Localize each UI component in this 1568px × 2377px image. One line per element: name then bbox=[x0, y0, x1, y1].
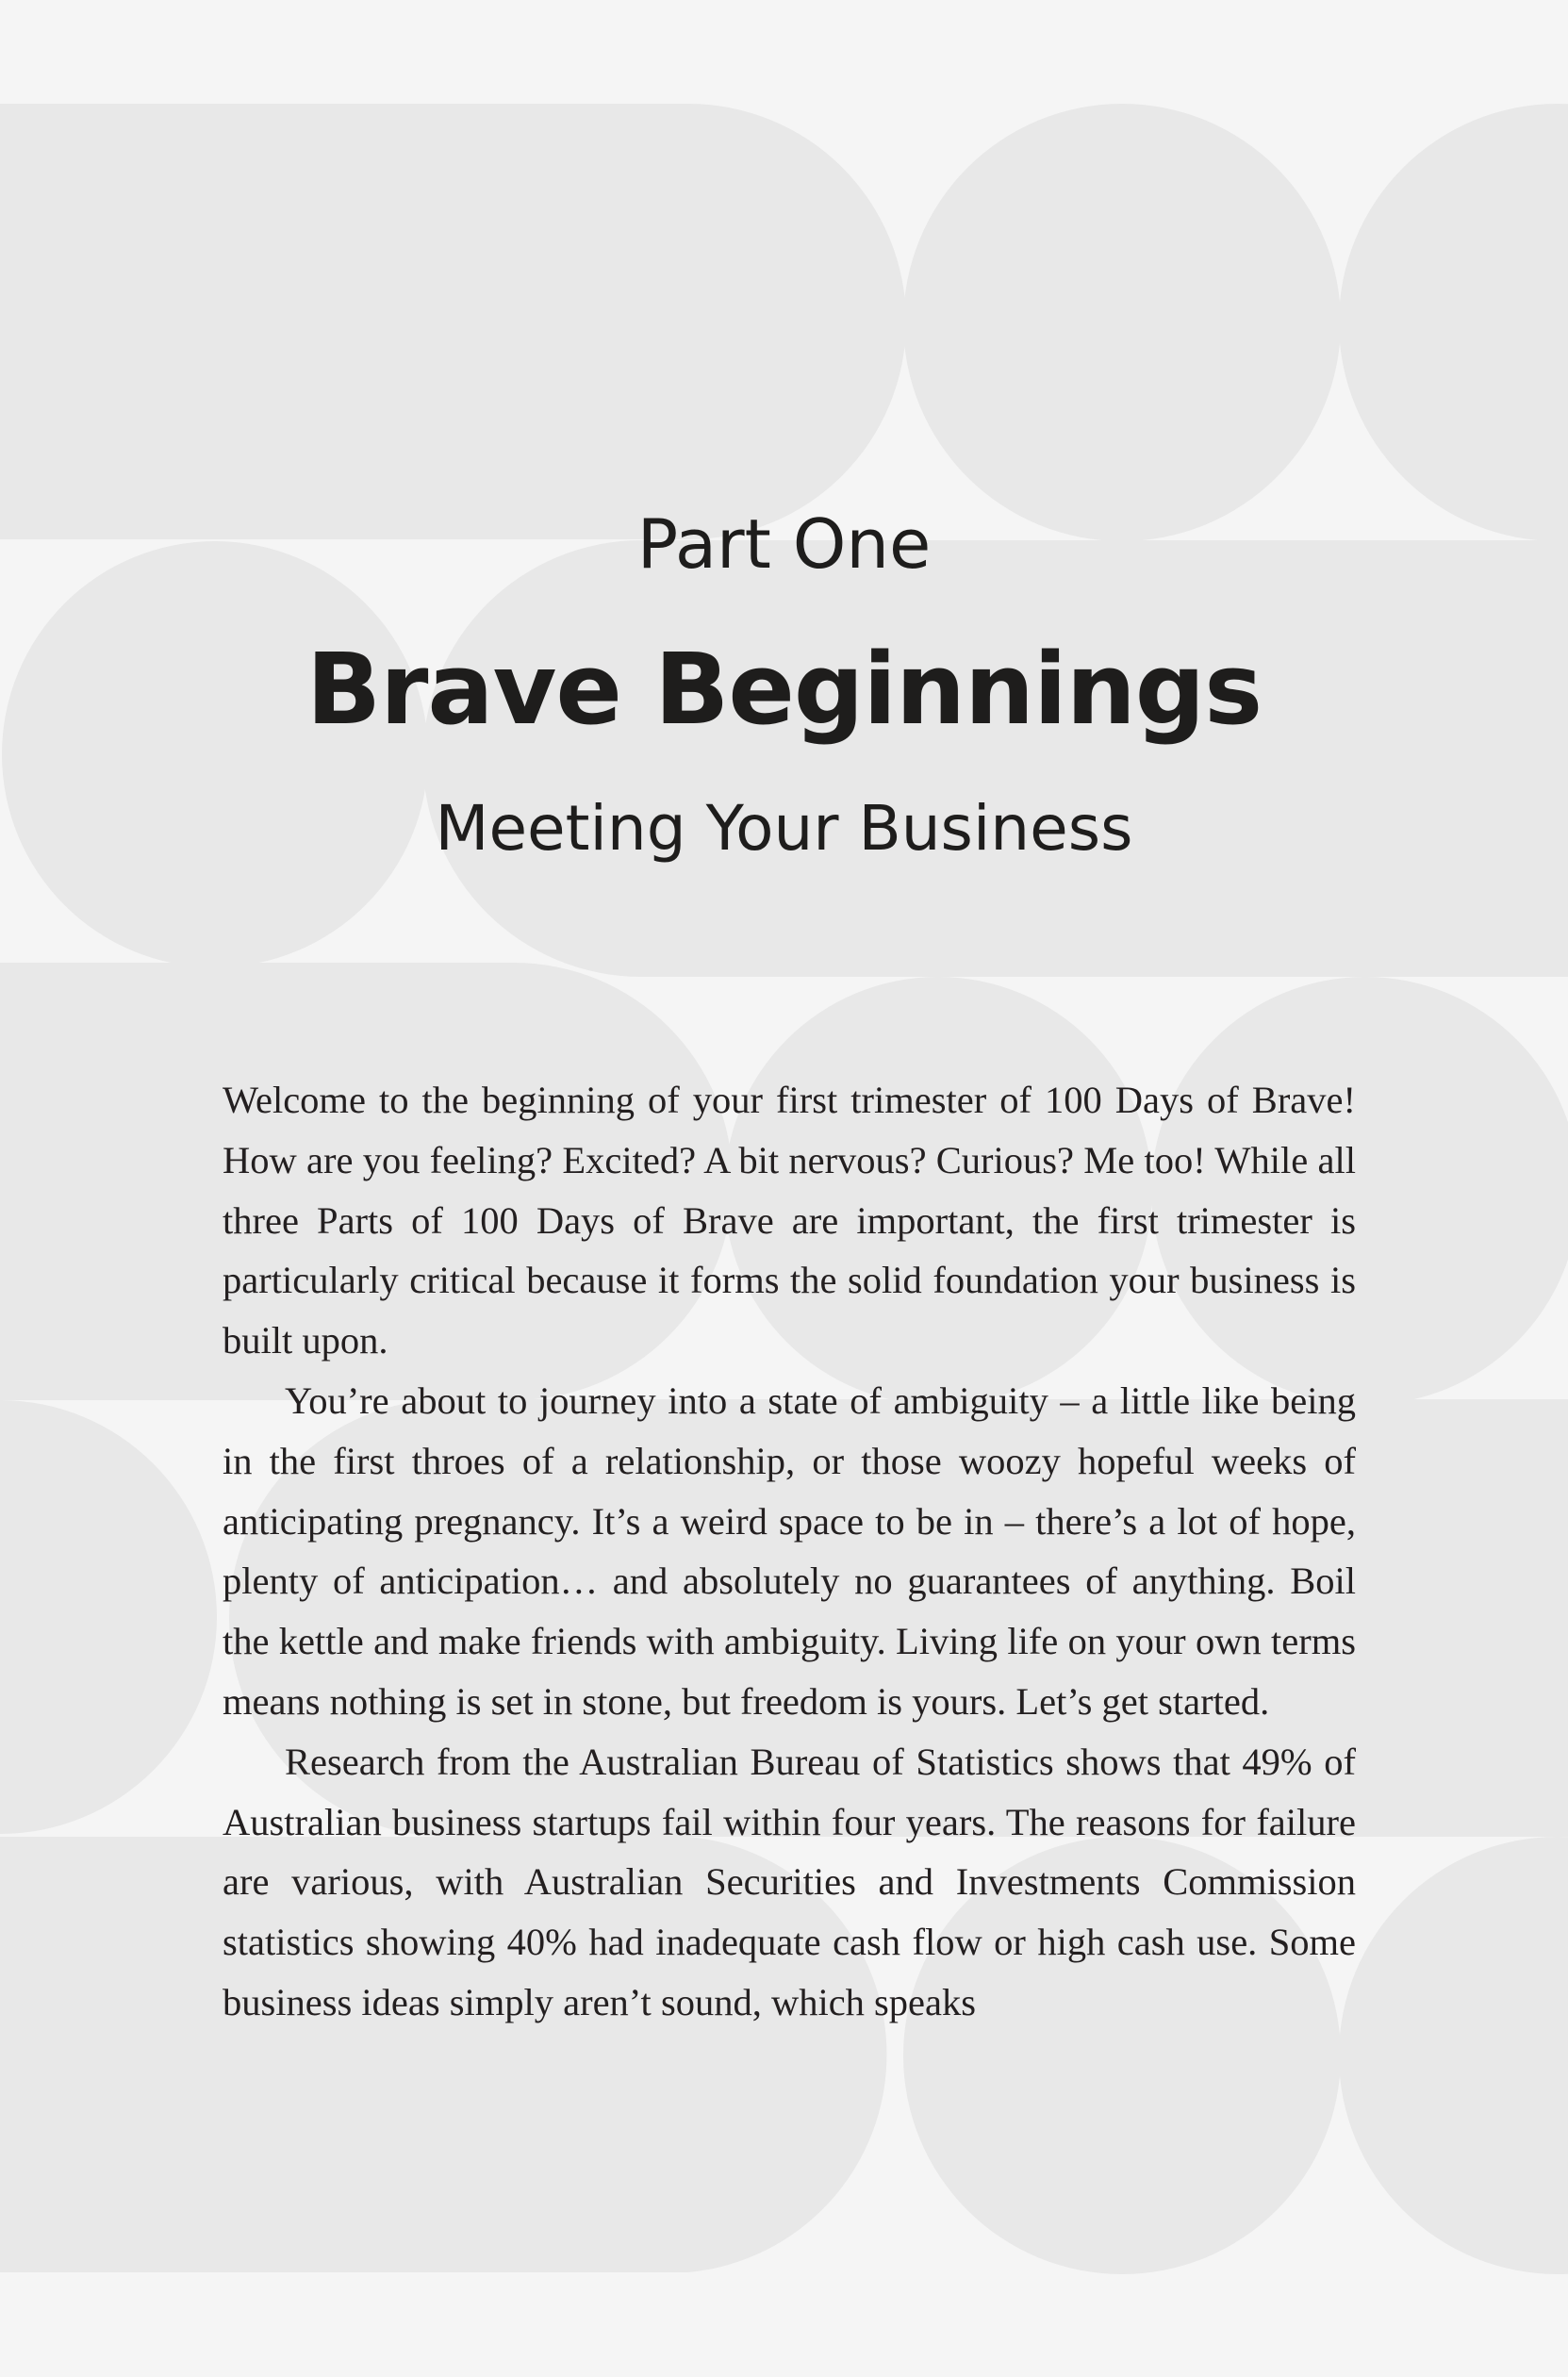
pattern-circle bbox=[0, 1400, 217, 1834]
part-label: Part One bbox=[636, 504, 932, 584]
pattern-pill-shape bbox=[422, 540, 1568, 977]
body-text bbox=[223, 1070, 1356, 2033]
pattern-circle bbox=[2, 541, 428, 967]
chapter-subtitle: Meeting Your Business bbox=[435, 792, 1133, 865]
pattern-circle bbox=[1339, 1837, 1568, 2274]
chapter-title: Brave Beginnings bbox=[305, 632, 1263, 747]
paragraph: You’re about to journey into a state of ambiguity – a little like being in the first throes of a relationship, or those woozy hopeful weeks of anticipating pregnancy. It’s a weird space to be in – there’s a lot of hope, plenty of anticipation… and absolutely no guarantees of anything. Boil the kettle and make friends with ambiguity. Living life on your own terms means nothing is set in stone, but freedom is yours. Let’s get started. bbox=[223, 1378, 1356, 1723]
pattern-pill-shape bbox=[0, 104, 906, 539]
pattern-circle bbox=[903, 104, 1341, 541]
paragraph: Research from the Australian Bureau of Statistics shows that 49% of Australian business startups fail within four years. The reasons for failure are various, with Australian Securities and Investments Commission statistics showing 40% had inadequate cash flow or high cash use. Some business ideas simply aren’t sound, which speaks bbox=[223, 1740, 1356, 2023]
pattern-circle bbox=[1339, 104, 1568, 541]
paragraph: Welcome to the beginning of your first trimester of 100 Days of Brave! How are you feeling? Excited? A bit nervous? Curious? Me too! While all three Parts of 100 Days of Brave are important, the first trimester is particularly critical because it forms the solid foundation your business is built upon. bbox=[223, 1079, 1356, 1362]
